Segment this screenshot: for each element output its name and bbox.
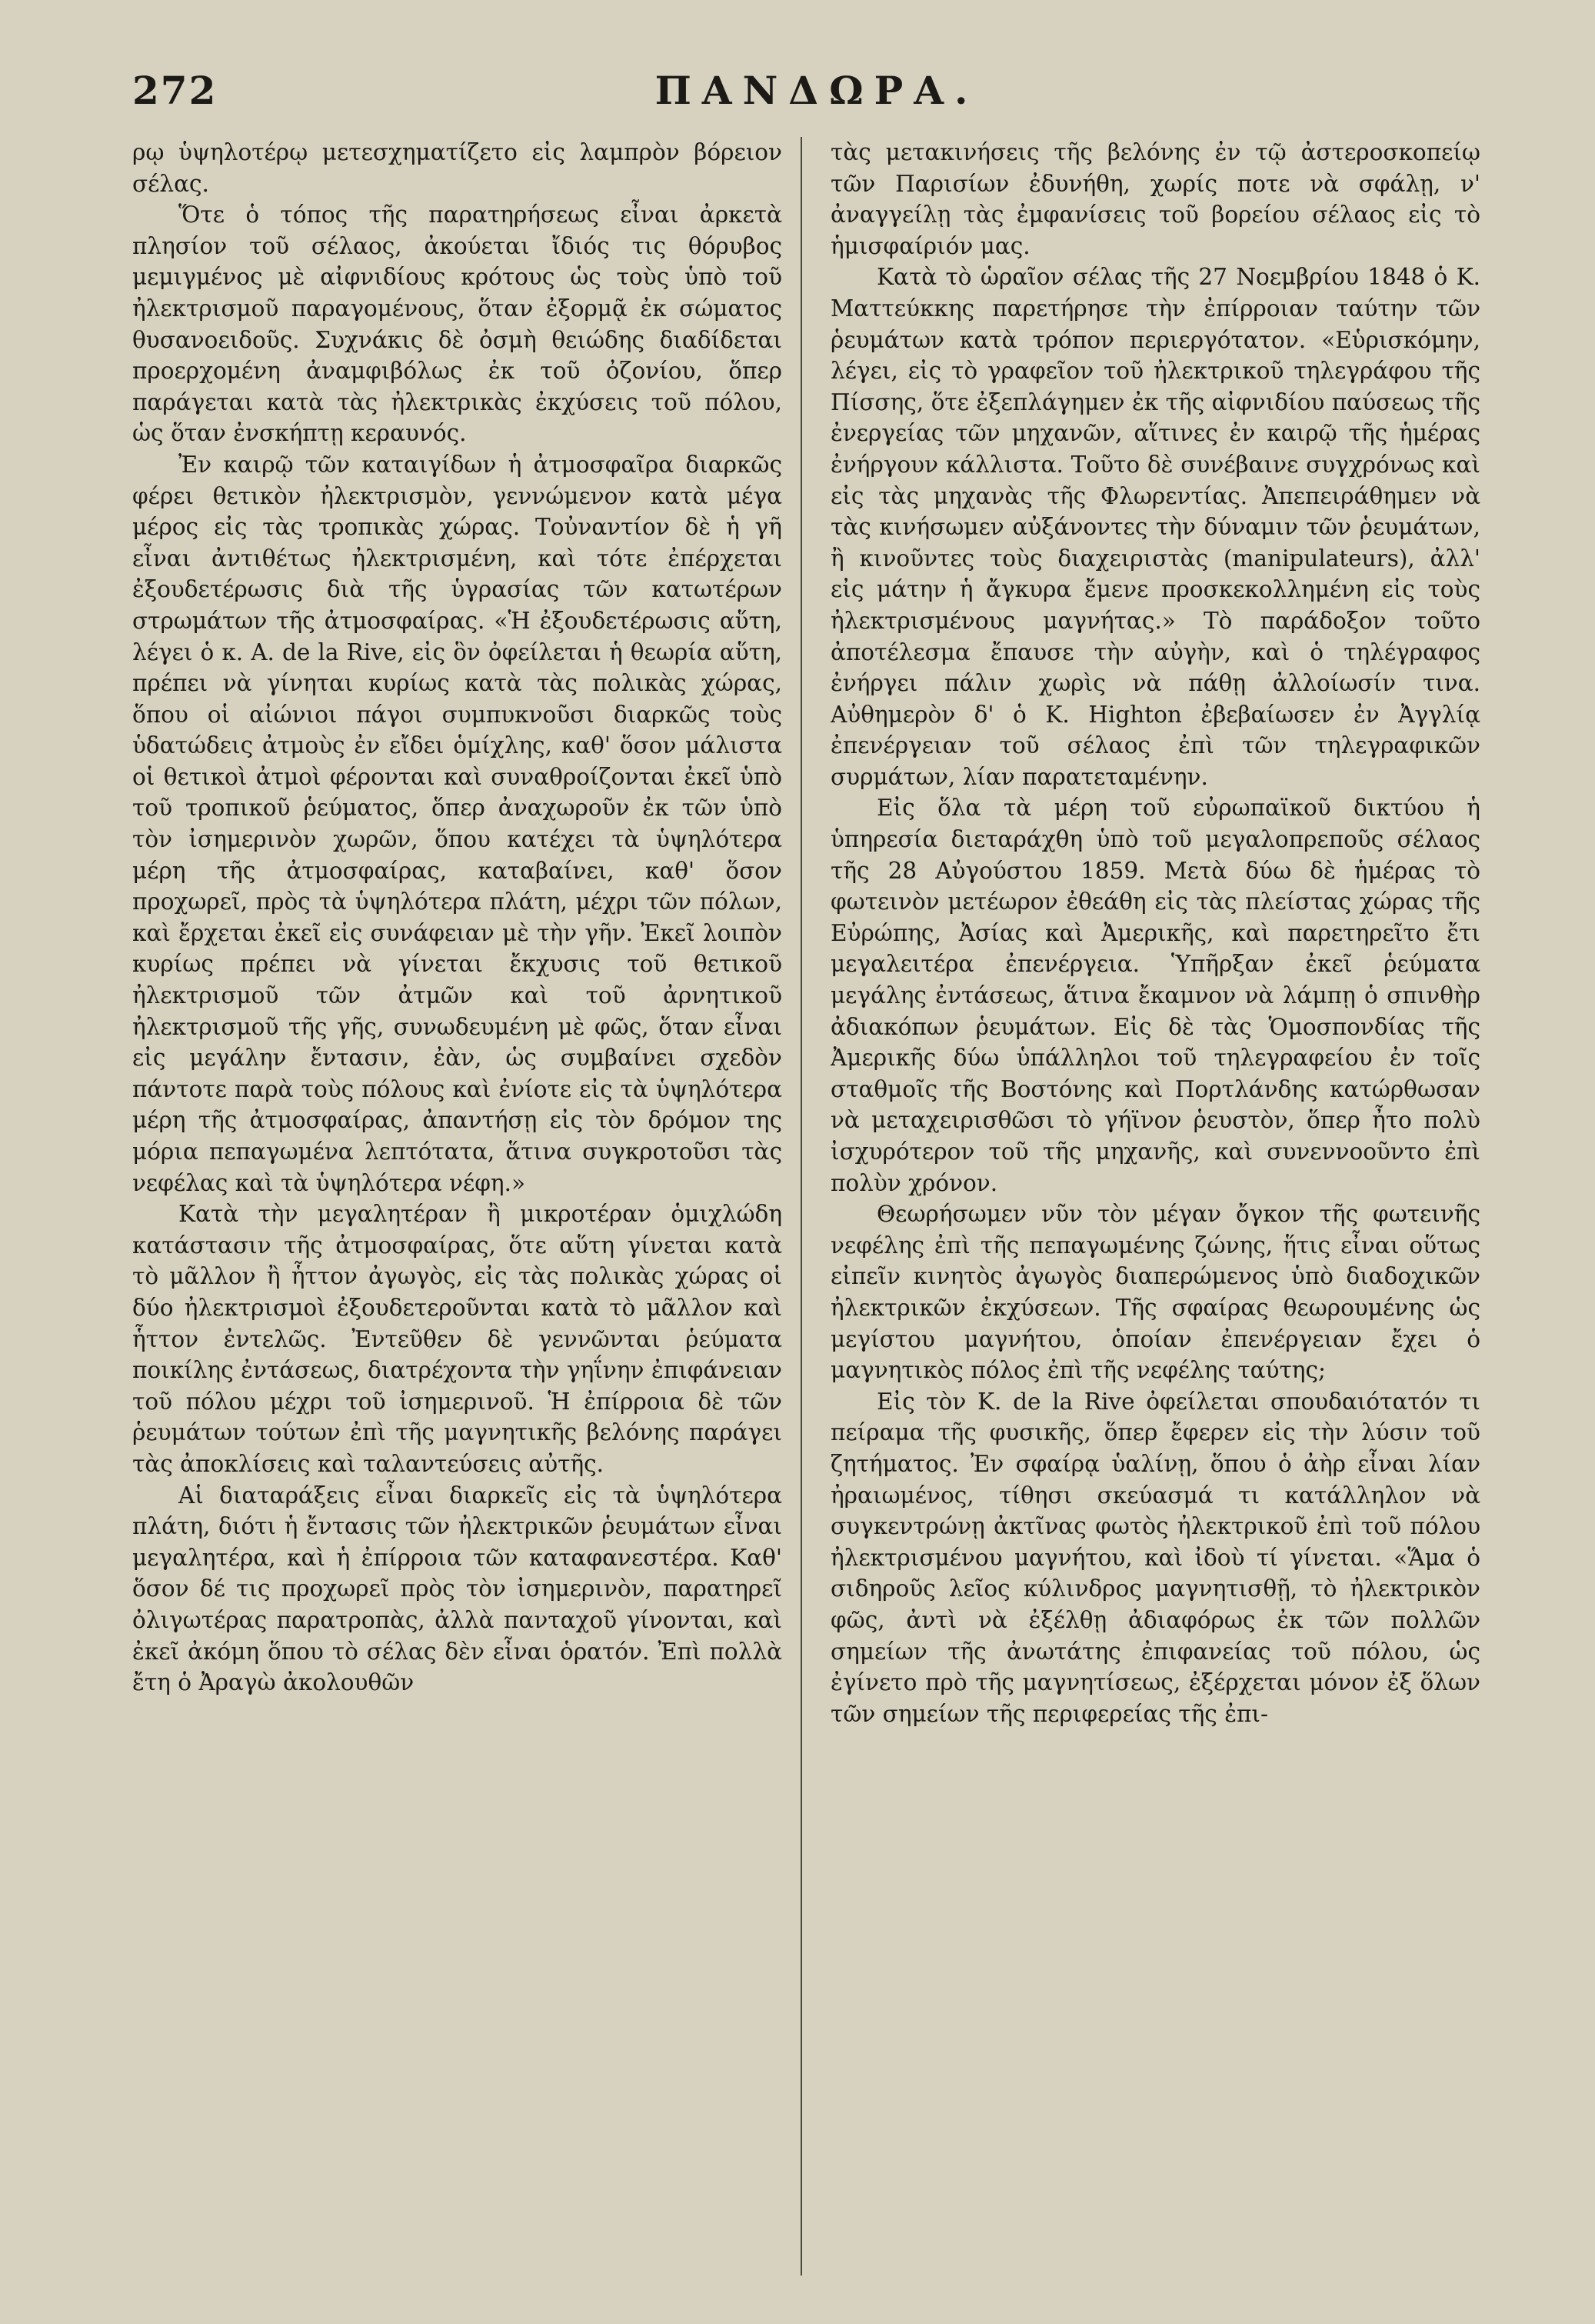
paragraph: Εἰς ὅλα τὰ μέρη τοῦ εὐρωπαϊκοῦ δικτύου ἡ ὑπηρεσία διεταράχθη ὑπὸ τοῦ μεγαλοπρεποῦς σέλαος τῆς 28 Αὐγούστου 1859. Μετὰ δύω δὲ ἡμέρας τὸ φωτεινὸν μετέωρον ἐθεάθη εἰς τὰς πλείστας χώρας τῆς Εὐρώπης, Ἀσίας καὶ Ἀμερικῆς, καὶ παρετηρεῖτο ἔτι μεγαλειτέρα ἐπενέργεια. Ὑπῆρξαν ἐκεῖ ῥεύματα μεγάλης ἐντάσεως, ἅτινα ἔκαμνον νὰ λάμπῃ ὁ σπινθὴρ ἀδιακόπων ῥευμάτων. Εἰς δὲ τὰς Ὁμοσπονδίας τῆς Ἀμερικῆς δύω ὑπάλληλοι τοῦ τηλεγραφείου ἐν τοῖς σταθμοῖς τῆς Βοστόνης καὶ Πορτλάνδης κατώρθωσαν νὰ μεταχειρισθῶσι τὸ γήϊνον ῥευστὸν, ὅπερ ἦτο πολὺ ἰσχυρότερον τοῦ τῆς μηχανῆς, καὶ συνεννοοῦντο ἐπὶ πολὺν χρόνον. <box>831 795 1480 1196</box>
paragraph: Κατὰ τὸ ὡραῖον σέλας τῆς 27 Νοεμβρίου 1848 ὁ Κ. Ματτεύκκης παρετήρησε τὴν ἐπίρροιαν ταύτην τῶν ῥευμάτων κατὰ τρόπον περιεργότατον. «Εὑρισκόμην, λέγει, εἰς τὸ γραφεῖον τοῦ ἠλεκτρικοῦ τηλεγράφου τῆς Πίσσης, ὅτε ἐξεπλάγημεν ἐκ τῆς αἰφνιδίου παύσεως τῆς ἐνεργείας τῶν μηχανῶν, αἵτινες ἐν καιρῷ τῆς ἡμέρας ἐνήργουν κάλλιστα. Τοῦτο δὲ συνέβαινε συγχρόνως καὶ εἰς τὰς μηχανὰς τῆς Φλωρεντίας. Ἀπεπειράθημεν νὰ τὰς κινήσωμεν αὐξάνοντες τὴν δύναμιν τῶν ῥευμάτων, ἢ κινοῦντες τοὺς διαχειριστὰς (manipulateurs), ἀλλ' εἰς μάτην ἡ ἄγκυρα ἔμενε προσκεκολλημένη εἰς τοὺς ἠλεκτρισμένους μαγνήτας.» Τὸ παράδοξον τοῦτο ἀποτέλεσμα ἔπαυσε τὴν αὐγὴν, καὶ ὁ τηλέγραφος ἐνήργει πάλιν χωρὶς νὰ πάθῃ ἀλλοίωσίν τινα. Αὐθημερὸν δ' ὁ Κ. Highton ἐβεβαίωσεν ἐν Ἀγγλίᾳ ἐπενέργειαν τοῦ σέλαος ἐπὶ τῶν τηλεγραφικῶν συρμάτων, λίαν παρατεταμένην. <box>831 264 1480 790</box>
paragraph: Εἰς τὸν Κ. de la Rive ὀφείλεται σπουδαιότατόν τι πείραμα τῆς φυσικῆς, ὅπερ ἔφερεν εἰς τὴν λύσιν τοῦ ζητήματος. Ἐν σφαίρᾳ ὑαλίνῃ, ὅπου ὁ ἀὴρ εἶναι λίαν ἠραιωμένος, τίθησι σκεύασμά τι κατάλληλον νὰ συγκεντρώνῃ ἀκτῖνας φωτὸς ἠλεκτρικοῦ ἐπὶ τοῦ πόλου ἠλεκτρισμένου μαγνήτου, καὶ ἰδοὺ τί γίνεται. «Ἅμα ὁ σιδηροῦς λεῖος κύλινδρος μαγνητισθῇ, τὸ ἠλεκτρικὸν φῶς, ἀντὶ νὰ ἐξέλθῃ ἀδιαφόρως ἐκ τῶν πολλῶν σημείων τῆς ἀνωτάτης ἐπιφανείας τοῦ πόλου, ὡς ἐγίνετο πρὸ τῆς μαγνητίσεως, ἐξέρχεται μόνον ἐξ ὅλων τῶν σημείων τῆς περιφερείας τῆς ἐπι- <box>831 1388 1480 1727</box>
paragraph: Θεωρήσωμεν νῦν τὸν μέγαν ὄγκον τῆς φωτεινῆς νεφέλης ἐπὶ τῆς πεπαγωμένης ζώνης, ἥτις εἶναι οὕτως εἰπεῖν κινητὸς ἀγωγὸς διαπερώμενος ὑπὸ διαδοχικῶν ἠλεκτρικῶν ἐκχύσεων. Τῆς σφαίρας θεωρουμένης ὡς μεγίστου μαγνήτου, ὁποίαν ἐπενέργειαν ἔχει ὁ μαγνητικὸς πόλος ἐπὶ τῆς νεφέλης ταύτης; <box>831 1201 1480 1384</box>
paragraph: τὰς μετακινήσεις τῆς βελόνης ἐν τῷ ἀστεροσκοπείῳ τῶν Παρισίων ἐδυνήθη, χωρίς ποτε νὰ σφάλῃ, ν' ἀναγγείλῃ τὰς ἐμφανίσεις τοῦ βορείου σέλαος εἰς τὸ ἡμισφαίριόν μας. <box>831 139 1480 259</box>
paragraph: ρῳ ὑψηλοτέρῳ μετεσχηματίζετο εἰς λαμπρὸν βόρειον σέλας. <box>132 139 782 197</box>
page-number: 272 <box>132 68 218 113</box>
paragraph: Κατὰ τὴν μεγαλητέραν ἢ μικροτέραν ὁμιχλώδη κατάστασιν τῆς ἀτμοσφαίρας, ὅτε αὕτη γίνεται κατὰ τὸ μᾶλλον ἢ ἧττον ἀγωγὸς, εἰς τὰς πολικὰς χώρας οἱ δύο ἠλεκτρισμοὶ ἐξουδετεροῦνται κατὰ τὸ μᾶλλον καὶ ἧττον ἐντελῶς. Ἐντεῦθεν δὲ γεννῶνται ῥεύματα ποικίλης ἐντάσεως, διατρέχοντα τὴν γηΐνην ἐπιφάνειαν τοῦ πόλου μέχρι τοῦ ἰσημερινοῦ. Ἡ ἐπίρροια δὲ τῶν ῥευμάτων τούτων ἐπὶ τῆς μαγνητικῆς βελόνης παράγει τὰς ἀποκλίσεις καὶ ταλαντεύσεις αὐτῆς. <box>132 1201 782 1477</box>
page-header <box>132 68 1501 122</box>
column-divider <box>801 137 802 2276</box>
left-column <box>132 137 782 2291</box>
running-title: ΠΑΝΔΩΡΑ. <box>654 68 979 113</box>
right-column <box>831 137 1480 2291</box>
paragraph: Αἱ διαταράξεις εἶναι διαρκεῖς εἰς τὰ ὑψηλότερα πλάτη, διότι ἡ ἔντασις τῶν ἠλεκτρικῶν ῥευμάτων εἶναι μεγαλητέρα, καὶ ἡ ἐπίρροια τῶν καταφανεστέρα. Καθ' ὅσον δέ τις προχωρεῖ πρὸς τὸν ἰσημερινὸν, παρατηρεῖ ὀλιγωτέρας παρατροπὰς, ἀλλὰ πανταχοῦ γίνονται, καὶ ἐκεῖ ἀκόμη ὅπου τὸ σέλας δὲν εἶναι ὁρατόν. Ἐπὶ πολλὰ ἔτη ὁ Ἀραγὼ ἀκολουθῶν <box>132 1482 782 1696</box>
paragraph: Ἐν καιρῷ τῶν καταιγίδων ἡ ἀτμοσφαῖρα διαρκῶς φέρει θετικὸν ἠλεκτρισμὸν, γεννώμενον κατὰ μέγα μέρος εἰς τὰς τροπικὰς χώρας. Τοὐναντίον δὲ ἡ γῆ εἶναι ἀντιθέτως ἠλεκτρισμένη, καὶ τότε ἐπέρχεται ἐξουδετέρωσις διὰ τῆς ὑγρασίας τῶν κατωτέρων στρωμάτων τῆς ἀτμοσφαίρας. «Ἡ ἐξουδετέρωσις αὕτη, λέγει ὁ κ. A. de la Rive, εἰς ὃν ὀφείλεται ἡ θεωρία αὕτη, πρέπει νὰ γίνηται κυρίως κατὰ τὰς πολικὰς χώρας, ὅπου οἱ αἰώνιοι πάγοι συμπυκνοῦσι διαρκῶς τοὺς ὑδατώδεις ἀτμοὺς ἐν εἴδει ὁμίχλης, καθ' ὅσον μάλιστα οἱ θετικοὶ ἀτμοὶ φέρονται καὶ συναθροίζονται ἐκεῖ ὑπὸ τοῦ τροπικοῦ ῥεύματος, ὅπερ ἀναχωροῦν ἐκ τῶν ὑπὸ τὸν ἰσημερινὸν χωρῶν, ὅπου κατέχει τὰ ὑψηλότερα μέρη τῆς ἀτμοσφαίρας, καταβαίνει, καθ' ὅσον προχωρεῖ, πρὸς τὰ ὑψηλότερα πλάτη, μέχρι τῶν πόλων, καὶ ἔρχεται ἐκεῖ εἰς συνάφειαν μὲ τὴν γῆν. Ἐκεῖ λοιπὸν κυρίως πρέπει νὰ γίνεται ἔκχυσις τοῦ θετικοῦ ἠλεκτρισμοῦ τῶν ἀτμῶν καὶ τοῦ ἀρνητικοῦ ἠλεκτρισμοῦ τῆς γῆς, συνωδευμένη μὲ φῶς, ὅταν εἶναι εἰς μεγάλην ἔντασιν, ἐὰν, ὡς συμβαίνει σχεδὸν πάντοτε παρὰ τοὺς πόλους καὶ ἐνίοτε εἰς τὰ ὑψηλότερα μέρη τῆς ἀτμοσφαίρας, ἀπαντήσῃ εἰς τὸν δρόμον της μόρια πεπαγωμένα λεπτότατα, ἅτινα συγκροτοῦσι τὰς νεφέλας καὶ τὰ ὑψηλότερα νέφη.» <box>132 451 782 1196</box>
paragraph: Ὅτε ὁ τόπος τῆς παρατηρήσεως εἶναι ἀρκετὰ πλησίον τοῦ σέλαος, ἀκούεται ἴδιός τις θόρυβος μεμιγμένος μὲ αἰφνιδίους κρότους ὡς τοὺς ὑπὸ τοῦ ἠλεκτρισμοῦ παραγομένους, ὅταν ἐξορμᾷ ἐκ σώματος θυσανοειδοῦς. Συχνάκις δὲ ὀσμὴ θειώδης διαδίδεται προερχομένη ἀναμφιβόλως ἐκ τοῦ ὀζονίου, ὅπερ παράγεται κατὰ τὰς ἠλεκτρικὰς ἐκχύσεις τοῦ πόλου, ὡς ὅταν ἐνσκήπτῃ κεραυνός. <box>132 202 782 447</box>
